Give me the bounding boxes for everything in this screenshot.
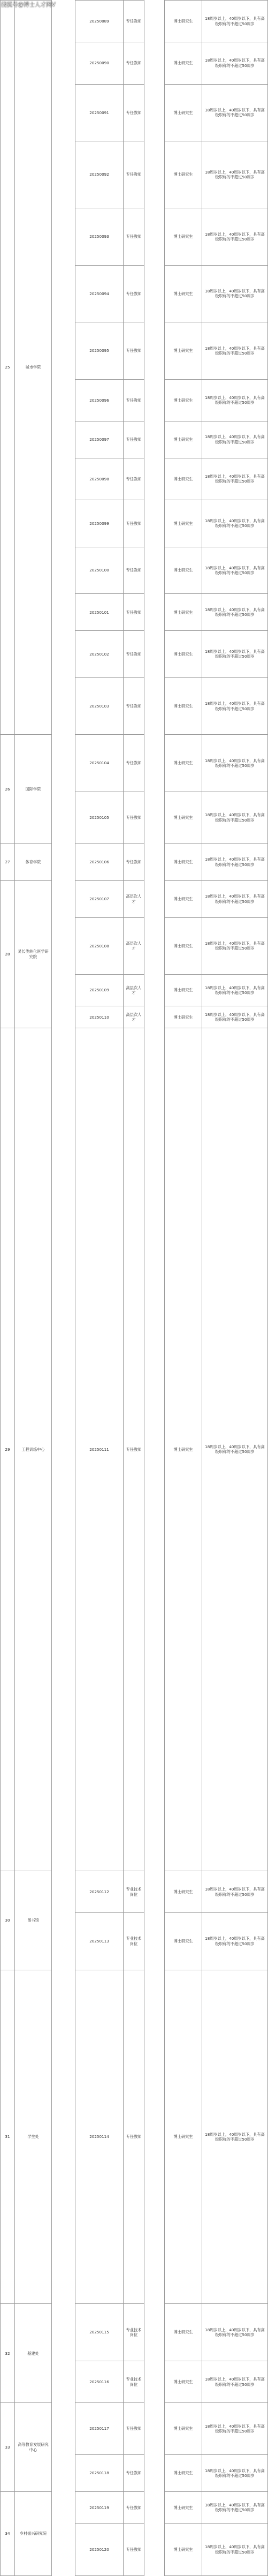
degree-cell: 博士研究生	[165, 379, 202, 421]
age-requirement-cell: 18周岁以上，40周岁以下，具有高级职称的不超过50周岁	[202, 2403, 268, 2455]
degree-cell: 博士研究生	[165, 2492, 202, 2524]
spacer-cell	[144, 735, 165, 792]
spacer-cell	[144, 547, 165, 594]
unit-index-cell: 33	[1, 2403, 15, 2492]
table-row	[1, 880, 268, 917]
spacer-cell	[144, 458, 165, 500]
degree-cell: 博士研究生	[165, 322, 202, 379]
age-requirement-cell: 18周岁以上，40周岁以下，具有高级职称的不超过50周岁	[202, 547, 268, 594]
age-requirement-cell: 18周岁以上，40周岁以下，具有高级职称的不超过50周岁	[202, 42, 268, 84]
post-code-cell: 20250118	[75, 2455, 124, 2492]
post-code-cell: 20250117	[75, 2403, 124, 2455]
spacer-cell	[52, 843, 75, 880]
post-type-cell: 高层次人才	[124, 974, 144, 1006]
age-requirement-cell: 18周岁以上，40周岁以下，具有高级职称的不超过50周岁	[202, 1028, 268, 1871]
post-type-cell: 专任教师	[124, 208, 144, 265]
table-row	[1, 735, 268, 792]
unit-name-cell: 学生处	[15, 1970, 52, 2304]
spacer-cell	[52, 880, 75, 917]
age-requirement-cell: 18周岁以上，40周岁以下，具有高级职称的不超过50周岁	[202, 2524, 268, 2575]
spacer-cell	[144, 594, 165, 631]
age-requirement-cell: 18周岁以上，40周岁以下，具有高级职称的不超过50周岁	[202, 974, 268, 1006]
post-code-cell: 20250106	[75, 843, 124, 880]
spacer-cell	[52, 792, 75, 843]
spacer-cell	[144, 677, 165, 734]
degree-cell: 博士研究生	[165, 735, 202, 792]
unit-name-cell: 图书馆	[15, 1871, 52, 1970]
spacer-cell	[144, 141, 165, 208]
spacer-cell	[144, 880, 165, 917]
post-code-cell: 20250098	[75, 458, 124, 500]
age-requirement-cell: 18周岁以上，40周岁以下，具有高级职称的不超过50周岁	[202, 421, 268, 458]
spacer-cell	[144, 1028, 165, 1871]
age-requirement-cell: 18周岁以上，40周岁以下，具有高级职称的不超过50周岁	[202, 458, 268, 500]
unit-index-cell: 28	[1, 880, 15, 1028]
spacer-cell	[52, 2403, 75, 2455]
table-row	[1, 1871, 268, 1912]
spacer-cell	[52, 2361, 75, 2402]
post-type-cell: 专任教师	[124, 458, 144, 500]
unit-index-cell: 27	[1, 843, 15, 880]
unit-index-cell: 30	[1, 1871, 15, 1970]
post-type-cell: 专任教师	[124, 322, 144, 379]
post-type-cell: 专任教师	[124, 2524, 144, 2575]
table-row	[1, 2403, 268, 2455]
post-code-cell: 20250095	[75, 322, 124, 379]
spacer-cell	[52, 500, 75, 547]
degree-cell: 博士研究生	[165, 2455, 202, 2492]
spacer-cell	[144, 84, 165, 141]
degree-cell: 博士研究生	[165, 458, 202, 500]
unit-index-cell: 32	[1, 2304, 15, 2403]
degree-cell: 博士研究生	[165, 631, 202, 678]
spacer-cell	[52, 1006, 75, 1028]
spacer-cell	[144, 2361, 165, 2402]
post-code-cell: 20250094	[75, 265, 124, 322]
post-type-cell: 专任教师	[124, 265, 144, 322]
spacer-cell	[52, 1028, 75, 1871]
unit-name-cell: 灵长类转化医学研究院	[15, 880, 52, 1028]
spacer-cell	[144, 1871, 165, 1912]
post-type-cell: 专任教师	[124, 2455, 144, 2492]
post-type-cell: 专任教师	[124, 84, 144, 141]
age-requirement-cell: 18周岁以上，40周岁以下，具有高级职称的不超过50周岁	[202, 322, 268, 379]
spacer-cell	[52, 735, 75, 792]
spacer-cell	[52, 1970, 75, 2304]
spacer-cell	[144, 2455, 165, 2492]
post-code-cell: 20250111	[75, 1028, 124, 1871]
post-code-cell: 20250112	[75, 1871, 124, 1912]
degree-cell: 博士研究生	[165, 1028, 202, 1871]
spacer-cell	[144, 2304, 165, 2361]
post-type-cell: 专任教师	[124, 594, 144, 631]
spacer-cell	[144, 2403, 165, 2455]
post-code-cell: 20250090	[75, 42, 124, 84]
post-type-cell: 专任教师	[124, 2492, 144, 2524]
unit-index-cell: 29	[1, 1028, 15, 1871]
age-requirement-cell: 18周岁以上，40周岁以下，具有高级职称的不超过50周岁	[202, 84, 268, 141]
degree-cell: 博士研究生	[165, 974, 202, 1006]
spacer-cell	[52, 1913, 75, 1970]
unit-name-cell: 基建处	[15, 2304, 52, 2403]
table-row	[1, 1028, 268, 1871]
degree-cell: 博士研究生	[165, 2304, 202, 2361]
age-requirement-cell: 18周岁以上，40周岁以下，具有高级职称的不超过50周岁	[202, 141, 268, 208]
unit-name-cell: 工程训练中心	[15, 1028, 52, 1871]
spacer-cell	[52, 42, 75, 84]
degree-cell: 博士研究生	[165, 547, 202, 594]
spacer-cell	[144, 1970, 165, 2304]
post-type-cell: 专任教师	[124, 677, 144, 734]
spacer-cell	[144, 421, 165, 458]
degree-cell: 博士研究生	[165, 1913, 202, 1970]
post-code-cell: 20250100	[75, 547, 124, 594]
spacer-cell	[52, 322, 75, 379]
table-row	[1, 1970, 268, 2304]
unit-index-cell: 34	[1, 2492, 15, 2576]
age-requirement-cell: 18周岁以上，40周岁以下，具有高级职称的不超过50周岁	[202, 677, 268, 734]
post-type-cell: 专业技术岗位	[124, 1913, 144, 1970]
spacer-cell	[144, 974, 165, 1006]
spacer-cell	[52, 1871, 75, 1912]
age-requirement-cell: 18周岁以上，40周岁以下，具有高级职称的不超过50周岁	[202, 379, 268, 421]
post-type-cell: 专业技术岗位	[124, 2361, 144, 2402]
post-code-cell: 20250115	[75, 2304, 124, 2361]
age-requirement-cell: 18周岁以上，40周岁以下，具有高级职称的不超过50周岁	[202, 265, 268, 322]
post-code-cell: 20250096	[75, 379, 124, 421]
spacer-cell	[144, 500, 165, 547]
spacer-cell	[144, 265, 165, 322]
post-code-cell: 20250105	[75, 792, 124, 843]
post-code-cell: 20250107	[75, 880, 124, 917]
spacer-cell	[144, 322, 165, 379]
post-code-cell: 20250108	[75, 917, 124, 974]
spacer-cell	[52, 594, 75, 631]
degree-cell: 博士研究生	[165, 421, 202, 458]
spacer-cell	[52, 421, 75, 458]
post-type-cell: 专任教师	[124, 421, 144, 458]
post-type-cell: 专任教师	[124, 843, 144, 880]
age-requirement-cell: 18周岁以上，40周岁以下，具有高级职称的不超过50周岁	[202, 1, 268, 42]
post-code-cell: 20250093	[75, 208, 124, 265]
post-code-cell: 20250114	[75, 1970, 124, 2304]
degree-cell: 博士研究生	[165, 2403, 202, 2455]
degree-cell: 博士研究生	[165, 1970, 202, 2304]
spacer-cell	[144, 1, 165, 42]
post-type-cell: 专任教师	[124, 1, 144, 42]
unit-name-cell: 城市学院	[15, 1, 52, 735]
post-code-cell: 20250109	[75, 974, 124, 1006]
spacer-cell	[52, 974, 75, 1006]
degree-cell: 博士研究生	[165, 2361, 202, 2402]
degree-cell: 博士研究生	[165, 594, 202, 631]
degree-cell: 博士研究生	[165, 792, 202, 843]
degree-cell: 博士研究生	[165, 677, 202, 734]
unit-index-cell: 26	[1, 735, 15, 844]
degree-cell: 博士研究生	[165, 42, 202, 84]
spacer-cell	[144, 2524, 165, 2575]
age-requirement-cell: 18周岁以上，40周岁以下，具有高级职称的不超过50周岁	[202, 2304, 268, 2361]
post-code-cell: 20250089	[75, 1, 124, 42]
spacer-cell	[52, 379, 75, 421]
post-type-cell: 专任教师	[124, 1028, 144, 1871]
post-code-cell: 20250092	[75, 141, 124, 208]
spacer-cell	[144, 917, 165, 974]
post-type-cell: 专任教师	[124, 141, 144, 208]
age-requirement-cell: 18周岁以上，40周岁以下，具有高级职称的不超过50周岁	[202, 594, 268, 631]
post-type-cell: 专任教师	[124, 547, 144, 594]
degree-cell: 博士研究生	[165, 500, 202, 547]
spacer-cell	[144, 208, 165, 265]
unit-name-cell: 体育学院	[15, 843, 52, 880]
spacer-cell	[52, 2492, 75, 2524]
spacer-cell	[52, 2524, 75, 2575]
post-type-cell: 专任教师	[124, 42, 144, 84]
degree-cell: 博士研究生	[165, 880, 202, 917]
spacer-cell	[144, 792, 165, 843]
watermark-text: 搜狐号@博士人才网V	[1, 2, 56, 8]
age-requirement-cell: 18周岁以上，40周岁以下，具有高级职称的不超过50周岁	[202, 735, 268, 792]
spacer-cell	[52, 547, 75, 594]
unit-name-cell: 乡村振兴研究院	[15, 2492, 52, 2576]
spacer-cell	[52, 84, 75, 141]
post-code-cell: 20250099	[75, 500, 124, 547]
spacer-cell	[144, 42, 165, 84]
post-code-cell: 20250101	[75, 594, 124, 631]
age-requirement-cell: 18周岁以上，40周岁以下，具有高级职称的不超过50周岁	[202, 500, 268, 547]
degree-cell: 博士研究生	[165, 843, 202, 880]
table-body	[1, 1, 268, 2576]
unit-name-cell: 高等教育发展研究中心	[15, 2403, 52, 2492]
post-code-cell: 20250104	[75, 735, 124, 792]
post-type-cell: 专任教师	[124, 1970, 144, 2304]
spacer-cell	[52, 208, 75, 265]
post-type-cell: 高层次人才	[124, 880, 144, 917]
spacer-cell	[144, 631, 165, 678]
post-code-cell: 20250091	[75, 84, 124, 141]
age-requirement-cell: 18周岁以上，40周岁以下，具有高级职称的不超过50周岁	[202, 1006, 268, 1028]
post-type-cell: 专业技术岗位	[124, 2304, 144, 2361]
spacer-cell	[52, 677, 75, 734]
degree-cell: 博士研究生	[165, 208, 202, 265]
post-code-cell: 20250120	[75, 2524, 124, 2575]
unit-index-cell: 25	[1, 1, 15, 735]
post-code-cell: 20250103	[75, 677, 124, 734]
spacer-cell	[144, 843, 165, 880]
spacer-cell	[144, 379, 165, 421]
spacer-cell	[52, 458, 75, 500]
spacer-cell	[52, 265, 75, 322]
post-type-cell: 专任教师	[124, 379, 144, 421]
age-requirement-cell: 18周岁以上，40周岁以下，具有高级职称的不超过50周岁	[202, 917, 268, 974]
degree-cell: 博士研究生	[165, 84, 202, 141]
age-requirement-cell: 18周岁以上，40周岁以下，具有高级职称的不超过50周岁	[202, 2361, 268, 2402]
age-requirement-cell: 18周岁以上，40周岁以下，具有高级职称的不超过50周岁	[202, 1913, 268, 1970]
age-requirement-cell: 18周岁以上，40周岁以下，具有高级职称的不超过50周岁	[202, 208, 268, 265]
spacer-cell	[52, 2304, 75, 2361]
degree-cell: 博士研究生	[165, 1871, 202, 1912]
age-requirement-cell: 18周岁以上，40周岁以下，具有高级职称的不超过50周岁	[202, 1871, 268, 1912]
post-code-cell: 20250116	[75, 2361, 124, 2402]
age-requirement-cell: 18周岁以上，40周岁以下，具有高级职称的不超过50周岁	[202, 843, 268, 880]
post-type-cell: 专任教师	[124, 631, 144, 678]
degree-cell: 博士研究生	[165, 917, 202, 974]
table-row	[1, 2492, 268, 2524]
age-requirement-cell: 18周岁以上，40周岁以下，具有高级职称的不超过50周岁	[202, 2455, 268, 2492]
spacer-cell	[144, 1913, 165, 1970]
post-type-cell: 专任教师	[124, 500, 144, 547]
spacer-cell	[52, 631, 75, 678]
unit-name-cell: 国际学院	[15, 735, 52, 844]
spacer-cell	[52, 2455, 75, 2492]
age-requirement-cell: 18周岁以上，40周岁以下，具有高级职称的不超过50周岁	[202, 2492, 268, 2524]
degree-cell: 博士研究生	[165, 2524, 202, 2575]
age-requirement-cell: 18周岁以上，40周岁以下，具有高级职称的不超过50周岁	[202, 792, 268, 843]
age-requirement-cell: 18周岁以上，40周岁以下，具有高级职称的不超过50周岁	[202, 880, 268, 917]
spacer-cell	[144, 1006, 165, 1028]
degree-cell: 博士研究生	[165, 265, 202, 322]
post-code-cell: 20250102	[75, 631, 124, 678]
table-row	[1, 2304, 268, 2361]
degree-cell: 博士研究生	[165, 1, 202, 42]
post-code-cell: 20250097	[75, 421, 124, 458]
post-type-cell: 专任教师	[124, 735, 144, 792]
post-code-cell: 20250113	[75, 1913, 124, 1970]
unit-index-cell: 31	[1, 1970, 15, 2304]
post-type-cell: 专任教师	[124, 792, 144, 843]
post-code-cell: 20250119	[75, 2492, 124, 2524]
post-code-cell: 20250110	[75, 1006, 124, 1028]
degree-cell: 博士研究生	[165, 141, 202, 208]
post-type-cell: 专任教师	[124, 2403, 144, 2455]
spacer-cell	[144, 2492, 165, 2524]
table-row	[1, 843, 268, 880]
spacer-cell	[52, 917, 75, 974]
post-type-cell: 高层次人才	[124, 917, 144, 974]
post-type-cell: 专业技术岗位	[124, 1871, 144, 1912]
age-requirement-cell: 18周岁以上，40周岁以下，具有高级职称的不超过50周岁	[202, 631, 268, 678]
spacer-cell	[52, 141, 75, 208]
post-type-cell: 高层次人才	[124, 1006, 144, 1028]
age-requirement-cell: 18周岁以上，40周岁以下，具有高级职称的不超过50周岁	[202, 1970, 268, 2304]
degree-cell: 博士研究生	[165, 1006, 202, 1028]
